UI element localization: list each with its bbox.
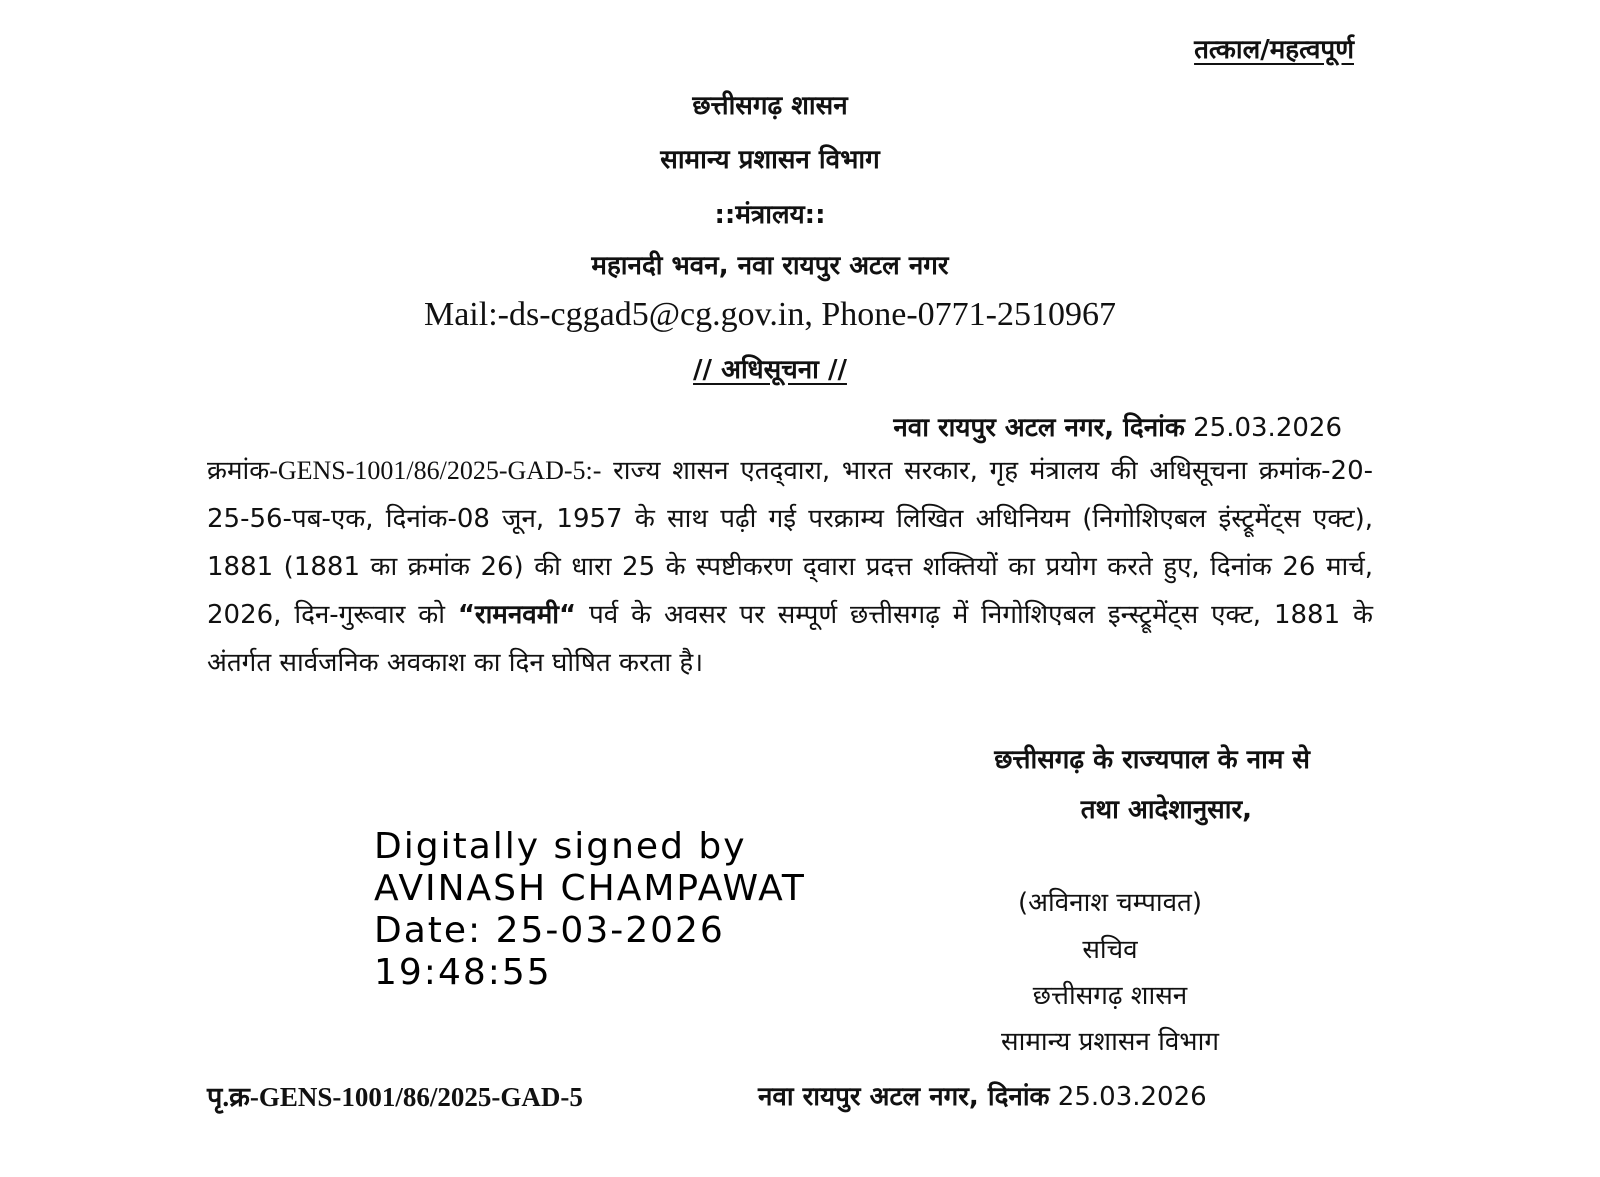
notification-title: // अधिसूचना // — [693, 355, 847, 385]
signer-designation: सचिव — [1082, 935, 1138, 965]
digital-signature-date: Date: 25-03-2026 — [374, 910, 725, 951]
footer-place-date-label: नवा रायपुर अटल नगर, दिनांक — [758, 1082, 1050, 1112]
signer-government: छत्तीसगढ़ शासन — [1032, 981, 1188, 1011]
ministry-label: ::मंत्रालय:: — [714, 200, 826, 230]
body-text-part1: राज्य शासन एतद्‌वारा, भारत सरकार, गृह मंत्रालय की अधिसूचना क्रमांक-20-25-56-पब-एक, दिनांक-08 जून, 1957 के साथ पढ़ी गई परक्राम्य लिखित अधिनियम (निगोशिएबल इंस्ट्रूमेंट्स एक्ट), 1881 (1881 का क्रमांक 26) की धारा 25 के स्पष्टीकरण द्‌वारा प्रदत्त शक्तियों का प्रयोग करते हुए, दिनांक 26 मार्च, 2026, दिन-गुरूवार को — [207, 456, 1373, 630]
digital-signature-signer: AVINASH CHAMPAWAT — [374, 868, 806, 909]
authority-line-1: छत्तीसगढ़ के राज्यपाल के नाम से — [994, 745, 1310, 775]
signer-department: सामान्य प्रशासन विभाग — [1001, 1027, 1219, 1057]
endorsement-place-date — [758, 1077, 1207, 1113]
notification-date: 25.03.2026 — [1193, 413, 1342, 443]
contact-info: Mail:-ds-cggad5@cg.gov.in, Phone-0771-2510967 — [423, 296, 1116, 333]
signer-name: (अविनाश चम्पावत) — [1017, 888, 1203, 918]
festival-name: “रामनवमी“ — [457, 600, 577, 630]
department-name: सामान्य प्रशासन विभाग — [660, 145, 880, 175]
urgent-label: तत्काल/महत्वपूर्ण — [1194, 35, 1354, 65]
digital-signature-line1: Digitally signed by — [374, 826, 747, 867]
place-date-label: नवा रायपुर अटल नगर, दिनांक — [893, 413, 1185, 443]
body-text-part2: पर्व के अवसर पर सम्पूर्ण छत्तीसगढ़ में निगोशिएबल इन्स्ट्रूमेंट्स एक्ट, 1881 के अंतर्गत सार्वजनिक अवकाश का दिन घोषित करता है। — [207, 600, 1373, 678]
digital-signature-stamp — [374, 826, 806, 994]
government-name: छत्तीसगढ़ शासन — [692, 91, 848, 121]
office-address: महानदी भवन, नवा रायपुर अटल नगर — [591, 251, 949, 281]
reference-number: क्रमांक-GENS-1001/86/2025-GAD-5:- — [207, 456, 602, 485]
endorsement-ref-number: पृ.क्र-GENS-1001/86/2025-GAD-5 — [207, 1082, 583, 1112]
notification-place-date — [893, 408, 1342, 444]
footer-date: 25.03.2026 — [1057, 1082, 1207, 1112]
digital-signature-time: 19:48:55 — [374, 952, 552, 993]
authority-line-2: तथा आदेशानुसार, — [1080, 795, 1252, 825]
notification-body — [207, 447, 1373, 687]
